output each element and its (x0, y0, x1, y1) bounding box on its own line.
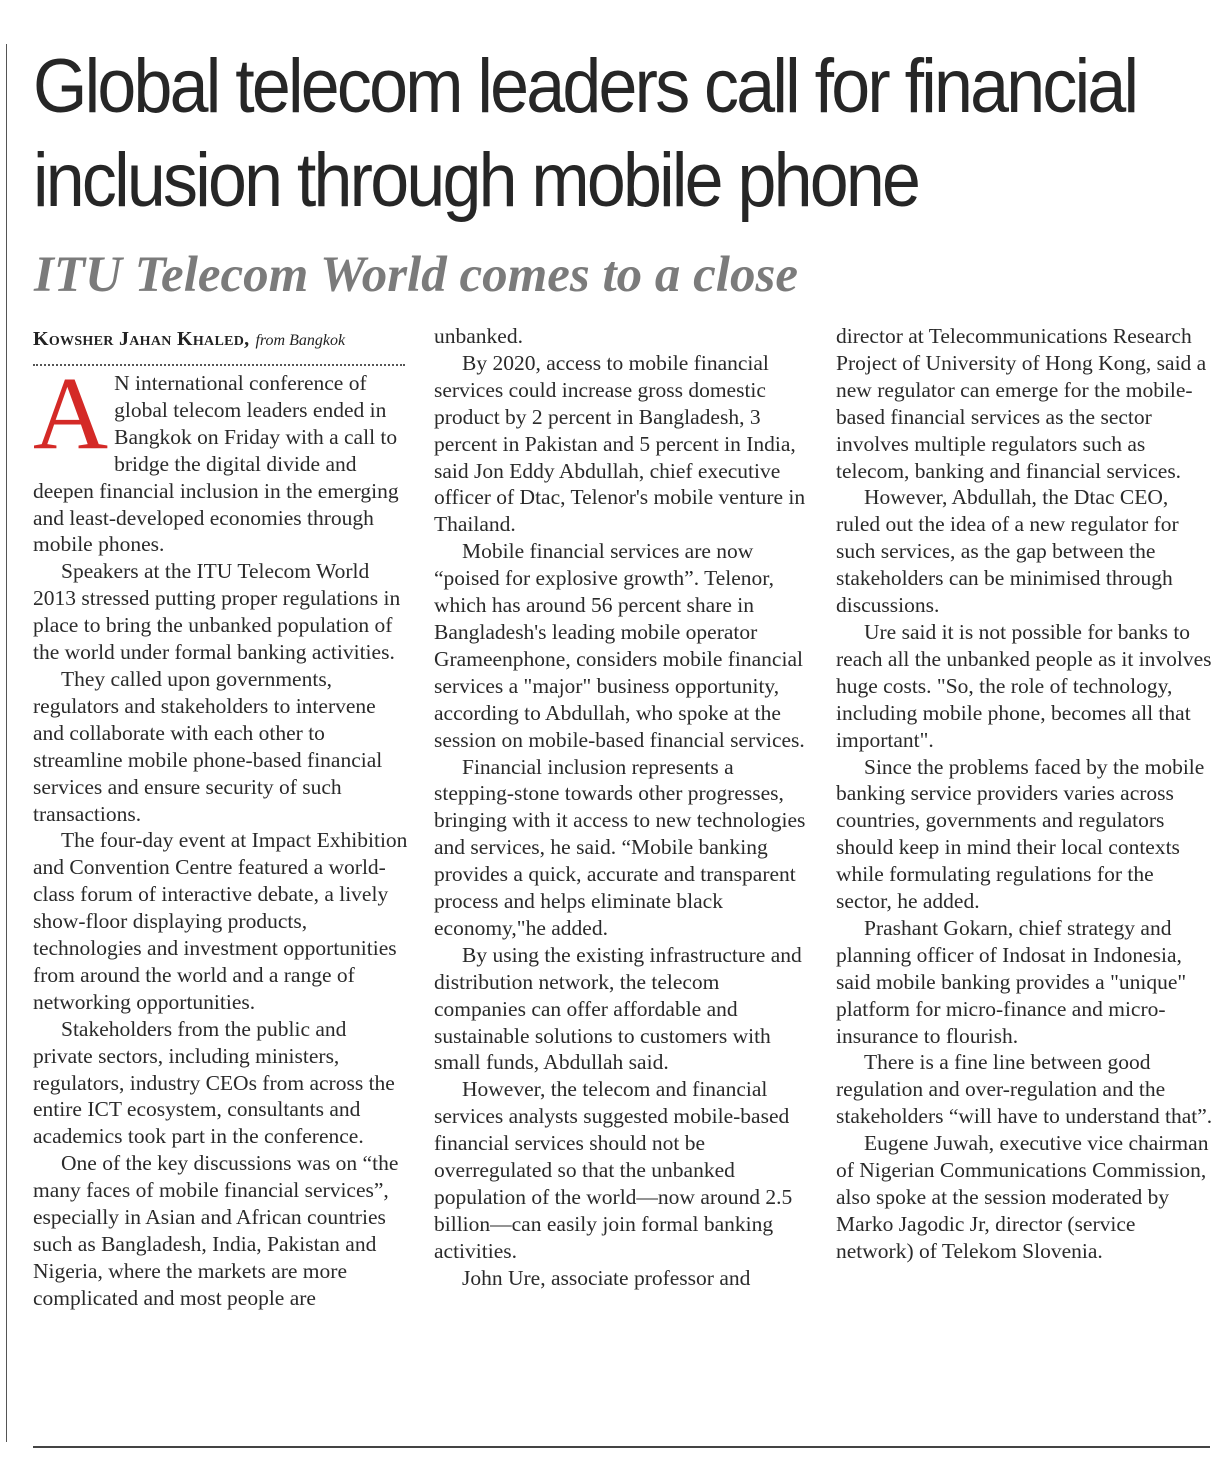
left-column-rule (6, 44, 7, 1442)
paragraph: Speakers at the ITU Telecom World 2013 stressed putting proper regulations in place to bring the unbanked population of the world under formal banking activities. (33, 559, 401, 665)
paragraph: There is a fine line between good regulation and over-regulation and the stakeholders “will have to understand that”. (836, 1050, 1213, 1129)
paragraph: Ure said it is not possible for banks to reach all the unbanked people as it involves huge costs. "So, the role of technology, including mobile phone, becomes all that important". (836, 619, 1212, 752)
byline-place: from Bangkok (255, 332, 346, 349)
byline (33, 323, 411, 357)
paragraph: However, the telecom and financial services analysts suggested mobile-based financial services should not be overregulated so that the unbanked population of the world—now around 2.5 billion—can easily join formal banking activities. (434, 1077, 793, 1263)
column-3 (836, 323, 1214, 1265)
headline (33, 40, 1137, 228)
headline-line-2: inclusion through mobile phone (33, 138, 919, 223)
paragraph-continued: director at Telecommunications Research Project of University of Hong Kong, said a new regulator can emerge for the mobile-based financial services as the sector involves multiple regulators such as telecom, banking and financial services. (836, 324, 1207, 483)
paragraph: Eugene Juwah, executive vice chairman of Nigerian Communications Commission, also spoke at the session moderated by Marko Jagodic Jr, director (service network) of Telekom Slovenia. (836, 1131, 1209, 1263)
paragraph-text: N international conference of global telecom leaders ended in Bangkok on Friday with a call to bridge the digital divide and deepen financial inclusion in the emerging and least-developed economies through mobile phones. (33, 371, 399, 557)
paragraph: They called upon governments, regulators and stakeholders to intervene and collaborate with each other to streamline mobile phone-based financial services and ensure security of such transactions. (33, 666, 383, 826)
headline-line-1: Global telecom leaders call for financial (33, 44, 1137, 129)
paragraph: Since the problems faced by the mobile banking service providers varies across countries, governments and regulators should keep in mind their local contexts while formulating regulations for the sector, he added. (836, 754, 1205, 914)
paragraph: Financial inclusion represents a stepping-stone towards other progresses, bringing with it access to new technologies and services, he said. “Mobile banking provides a quick, accurate and transparent process and helps eliminate black economy,"he added. (434, 754, 806, 940)
subheadline: ITU Telecom World comes to a close (34, 247, 798, 303)
drop-cap: A (33, 356, 109, 471)
paragraph-continued: unbanked. (434, 324, 523, 348)
paragraph: However, Abdullah, the Dtac CEO, ruled out the idea of a new regulator for such services, as the gap between the stakeholders can be minimised through discussions. (836, 485, 1179, 618)
column-2 (434, 323, 812, 1292)
paragraph: Stakeholders from the public and private sectors, including ministers, regulators, industry CEOs from across the entire ICT ecosystem, consultants and academics took part in the conference. (33, 1016, 395, 1149)
byline-author: Kowsher Jahan Khaled, (33, 328, 250, 350)
paragraph: Mobile financial services are now “poised for explosive growth”. Telenor, which has around 56 percent share in Bangladesh's leading mobile operator Grameenphone, considers mobile financial services a "major" business opportunity, according to Abdullah, who spoke at the session on mobile-based financial services. (434, 539, 805, 752)
paragraph: By 2020, access to mobile financial services could increase gross domestic product by 2 percent in Bangladesh, 3 percent in Pakistan and 5 percent in India, said Jon Eddy Abdullah, chief executive officer of Dtac, Telenor's mobile venture in Thailand. (434, 350, 806, 537)
column-1 (33, 323, 411, 1312)
paragraph (33, 356, 411, 558)
paragraph: One of the key discussions was on “the many faces of mobile financial services”, especially in Asian and African countries such as Bangladesh, India, Pakistan and Nigeria, where the markets are more complicated and most people are (33, 1151, 399, 1310)
bottom-rule (33, 1446, 1210, 1448)
paragraph: Prashant Gokarn, chief strategy and planning officer of Indosat in Indonesia, said mobile banking provides a "unique" platform for micro-finance and micro-insurance to flourish. (836, 915, 1187, 1048)
paragraph: John Ure, associate professor and (462, 1265, 751, 1290)
paragraph: By using the existing infrastructure and distribution network, the telecom companies can offer affordable and sustainable solutions to customers with small funds, Abdullah said. (434, 942, 802, 1075)
paragraph: The four-day event at Impact Exhibition and Convention Centre featured a world-class forum of interactive debate, a lively show-floor displaying products, technologies and investment opportunities from around the world and a range of networking opportunities. (33, 828, 408, 1014)
article-body (33, 323, 1213, 1433)
